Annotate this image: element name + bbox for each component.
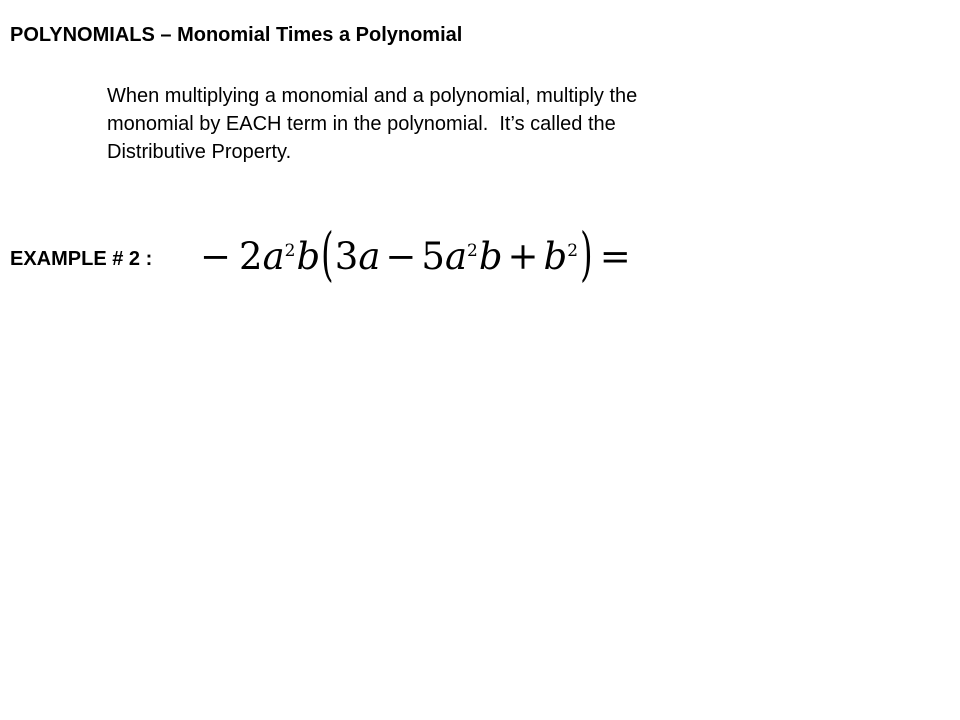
plus-sign: + [507, 234, 539, 278]
right-parenthesis: ) [580, 220, 593, 288]
explanation-paragraph [107, 82, 767, 166]
variable-b: b [478, 234, 503, 278]
coefficient-2: 2 [239, 234, 263, 278]
minus-sign: − [385, 234, 417, 278]
variable-b: b [296, 234, 321, 278]
explanation-line-1: When multiplying a monomial and a polynomial, multiply the [107, 85, 638, 107]
variable-a: a [358, 234, 381, 278]
explanation-line-3: Distributive Property. [107, 141, 292, 163]
exponent: 2 [567, 240, 579, 261]
left-parenthesis: ( [321, 220, 334, 288]
equals-sign: = [599, 234, 631, 278]
negative-sign: − [200, 234, 232, 278]
exponent: 2 [284, 240, 296, 261]
page-title: POLYNOMIALS – Monomial Times a Polynomial [10, 24, 463, 46]
math-expression [198, 220, 631, 288]
variable-a: a [262, 234, 285, 278]
coefficient-3: 3 [334, 234, 359, 278]
coefficient-5: 5 [421, 234, 445, 278]
explanation-line-2: monomial by EACH term in the polynomial. It’s called the [107, 113, 616, 135]
variable-b: b [543, 234, 568, 278]
exponent: 2 [467, 240, 478, 261]
variable-a: a [444, 234, 468, 278]
example-label: EXAMPLE # 2 : [10, 248, 153, 270]
